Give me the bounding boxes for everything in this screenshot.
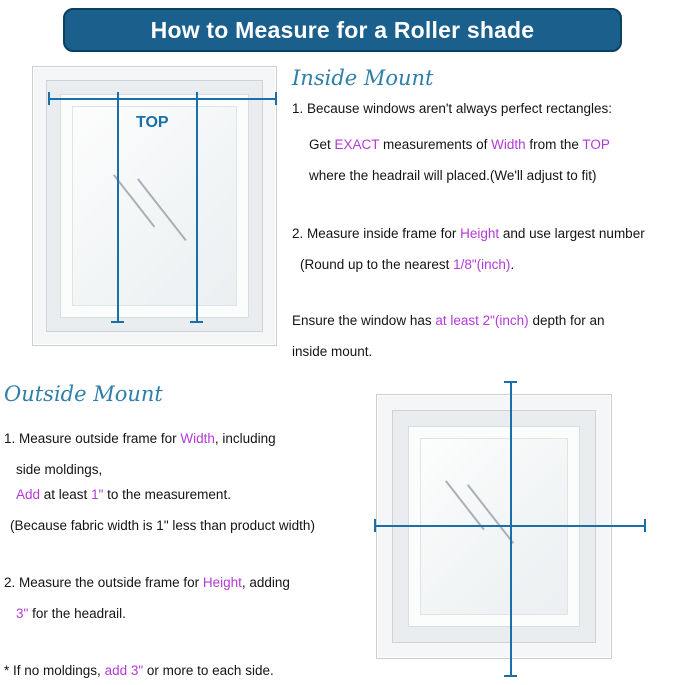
outside-step1-inch-highlight: 1" [91, 487, 104, 502]
outside-step2-height-highlight: Height [202, 575, 242, 590]
inside-height-cap-right-bottom [190, 321, 203, 323]
outside-step1-line3 [16, 486, 231, 503]
inside-step2-line2-part-a: (Round up to the nearest [300, 257, 454, 272]
inside-note-part-c: depth for an [528, 313, 605, 328]
outside-step1-line1-part-a: 1. Measure outside frame for [4, 431, 181, 446]
window-glass [72, 106, 237, 306]
outside-step1-line3-part-b: at least [40, 487, 92, 502]
inside-step1-line2-part-a: Get [309, 137, 335, 152]
inside-diagram-top-label: TOP [136, 114, 169, 131]
inside-note-depth-highlight: at least 2"(inch) [435, 313, 529, 328]
outside-step2-line1-part-a: 2. Measure the outside frame for [4, 575, 203, 590]
inside-width-cap-right [275, 92, 277, 105]
inside-step1-line2-part-e: from the [525, 137, 583, 152]
inside-step1-exact-highlight: EXACT [334, 137, 380, 152]
inside-note-line2 [292, 343, 372, 360]
outside-footnote-part-a: * If no moldings, [4, 663, 105, 678]
outside-step2-line1 [4, 574, 290, 591]
inside-step2-line1-part-c: and use largest number [499, 226, 645, 241]
inside-step1-line3 [309, 167, 596, 184]
inside-step1-line3-text: where the headrail will placed.(We'll adjust to fit) [309, 168, 597, 183]
inside-step2-fraction-highlight: 1/8"(inch) [453, 257, 511, 272]
outside-step1-width-highlight: Width [180, 431, 215, 446]
inside-step1-line1-text: 1. Because windows aren't always perfect rectangles: [292, 101, 612, 116]
inside-step1-line2-part-c: measurements of [379, 137, 492, 152]
inside-width-cap-left [48, 92, 50, 105]
inside-height-measure-line-left [117, 92, 119, 322]
inside-note-line2-text: inside mount. [292, 344, 373, 359]
inside-mount-heading: Inside Mount [292, 66, 434, 90]
inside-step2-line1 [292, 225, 645, 242]
inside-note-line1 [292, 312, 605, 329]
inside-step2-height-highlight: Height [460, 226, 500, 241]
inside-note-part-a: Ensure the window has [292, 313, 436, 328]
outside-height-cap-bottom [504, 675, 517, 677]
inside-step2-line1-part-a: 2. Measure inside frame for [292, 226, 461, 241]
outside-footnote-part-c: or more to each side. [143, 663, 274, 678]
outside-width-cap-right [644, 519, 646, 532]
inside-mount-window-diagram [32, 66, 277, 346]
inside-step2-line2-part-c: . [510, 257, 515, 272]
outside-step2-line2-part-b: for the headrail. [28, 606, 126, 621]
inside-height-cap-left-bottom [111, 321, 124, 323]
inside-step1-line1 [292, 100, 612, 117]
outside-footnote [4, 662, 274, 679]
outside-width-measure-line [374, 525, 646, 527]
outside-height-measure-line [510, 381, 512, 677]
inside-step1-line2 [309, 136, 610, 153]
outside-step2-line2 [16, 605, 126, 622]
outside-step1-line3-part-d: to the measurement. [103, 487, 231, 502]
outside-step1-line1-part-c: , including [214, 431, 276, 446]
outside-mount-heading: Outside Mount [4, 382, 163, 406]
outside-step1-line1 [4, 430, 276, 447]
outside-step1-line2 [16, 461, 102, 478]
outside-step1-line4 [10, 517, 315, 534]
inside-width-measure-line [48, 98, 277, 100]
outside-step1-line4-text: (Because fabric width is 1" less than product width) [10, 518, 315, 533]
outside-width-cap-left [374, 519, 376, 532]
outside-height-cap-top [504, 381, 517, 383]
inside-step1-width-highlight: Width [491, 137, 526, 152]
page-title-banner [63, 8, 622, 52]
inside-step2-line2 [300, 256, 514, 273]
outside-step2-headrail-highlight: 3" [16, 606, 29, 621]
inside-height-measure-line-right [196, 92, 198, 322]
outside-step2-line1-part-c: , adding [241, 575, 290, 590]
outside-footnote-add-highlight: add 3" [104, 663, 144, 678]
outside-step1-line2-text: side moldings, [16, 462, 103, 477]
inside-step1-top-highlight: TOP [582, 137, 610, 152]
outside-step1-add-highlight: Add [16, 487, 41, 502]
page-title: How to Measure for a Roller shade [150, 16, 535, 43]
